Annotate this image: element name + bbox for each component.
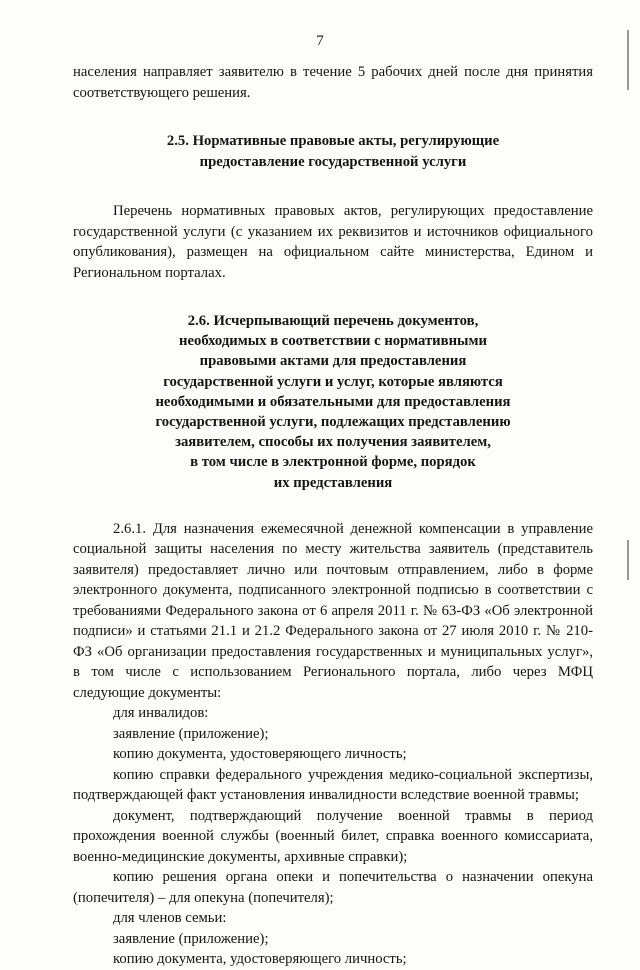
section-2-6-heading xyxy=(73,311,593,493)
heading-line: 2.5. Нормативные правовые акты, регулирующие xyxy=(166,133,500,149)
document-list xyxy=(73,703,593,970)
heading-line: правовыми актами для предоставления xyxy=(199,353,467,370)
list-item: заявление (приложение); xyxy=(113,725,269,742)
list-item: копию документа, удостоверяющего личность; xyxy=(113,951,407,968)
document-body xyxy=(73,62,593,970)
heading-line: государственной услуги и услуг, которые являются xyxy=(163,373,503,390)
heading-line: государственной услуги, подлежащих представлению xyxy=(155,414,511,431)
heading-line: их представления xyxy=(273,474,393,491)
heading-line: 2.6. Исчерпывающий перечень документов, xyxy=(187,313,479,329)
heading-line: предоставление государственной услуги xyxy=(199,153,467,170)
scan-edge-mark xyxy=(627,540,629,580)
section-2-5-heading xyxy=(73,131,593,172)
section-2-5-paragraph: Перечень нормативных правовых актов, регулирующих предоставление государственной услуги (с указанием их реквизитов и источников официального опубликования), размещен на официальном сайте министерства, Едином и Региональном порталах. xyxy=(73,203,593,281)
page-number: 7 xyxy=(316,33,324,49)
heading-line: необходимых в соответствии с нормативными xyxy=(179,333,487,350)
intro-paragraph: населения направляет заявителю в течение 5 рабочих дней после дня принятия соответствующего решения. xyxy=(73,64,593,101)
heading-line: необходимыми и обязательными для предоставления xyxy=(155,393,511,410)
list-item: для членов семьи: xyxy=(113,910,227,927)
paragraph-2-6-1: 2.6.1. Для назначения ежемесячной денежной компенсации в управление социальной защиты населения по месту жительства заявитель (представитель заявителя) предоставляет лично или почтовым отправлением, либо в форме электронного документа, подписанного электронной подписью в соответствии с требованиями Федерального закона от 6 апреля 2011 г. № 63-ФЗ «Об электронной подписи» и статьями 21.1 и 21.2 Федерального закона от 27 июля 2010 г. № 210-ФЗ «Об организации предоставления государственных и муниципальных услуг», в том числе с использованием Регионального портала, либо через МФЦ следующие документы: xyxy=(73,520,593,701)
scan-edge-mark xyxy=(627,30,629,90)
list-item: копию справки федерального учреждения медико-социальной экспертизы, подтверждающей факт установления инвалидности вследствие военной травмы; xyxy=(73,766,593,804)
list-item: копию решения органа опеки и попечительства о назначении опекуна (попечителя) – для опекуна (попечителя); xyxy=(73,869,593,906)
list-item: для инвалидов: xyxy=(113,705,209,722)
list-item: заявление (приложение); xyxy=(113,930,269,947)
list-item: документ, подтверждающий получение военной травмы в период прохождения военной службы (военный билет, справка военного комиссариата, военно-медицинские документы, архивные справки); xyxy=(73,807,593,865)
heading-line: заявителем, способы их получения заявителем, xyxy=(175,434,491,451)
list-item: копию документа, удостоверяющего личность; xyxy=(113,746,407,763)
heading-line: в том числе в электронной форме, порядок xyxy=(190,454,476,471)
